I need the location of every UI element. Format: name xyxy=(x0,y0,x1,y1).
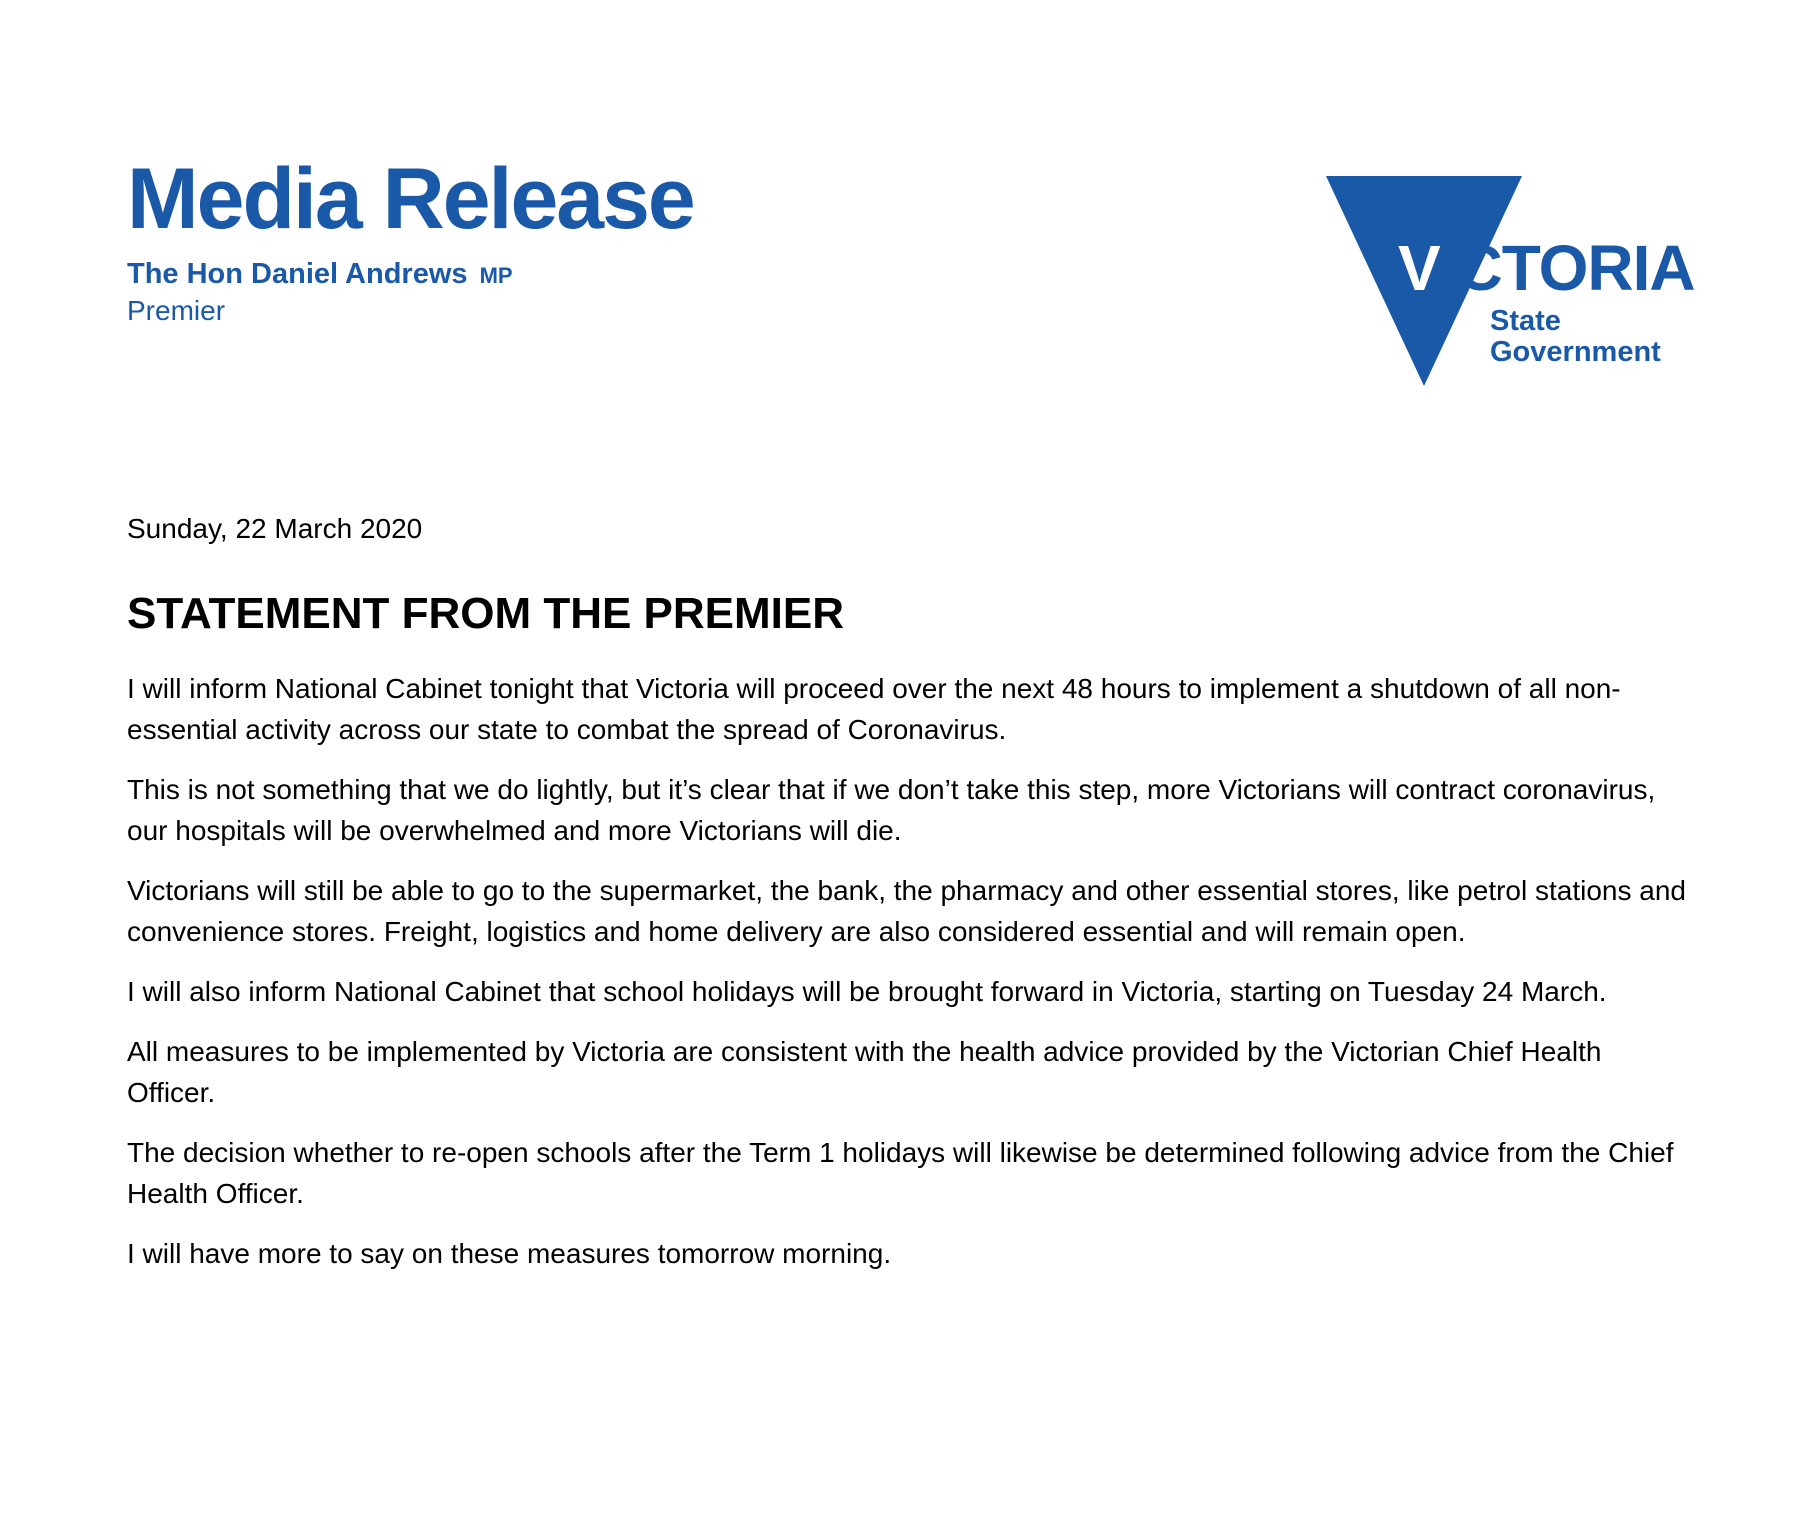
release-date: Sunday, 22 March 2020 xyxy=(127,513,423,544)
logo-wordmark-v: V xyxy=(1398,232,1440,304)
release-body xyxy=(127,508,1687,1293)
body-paragraph: This is not something that we do lightly, but it’s clear that if we don’t take this step, more Victorians will contract coronavirus, our hospitals will be overwhelmed and more Victorians will die. xyxy=(127,774,1656,846)
minister-name-line xyxy=(127,260,694,289)
logo-wordmark xyxy=(1398,232,1695,304)
media-release-title: Media Release xyxy=(127,151,694,247)
logo-subtitle xyxy=(1490,306,1661,368)
logo-subtitle-line-2: Government xyxy=(1490,336,1661,368)
body-paragraph: I will inform National Cabinet tonight that Victoria will proceed over the next 48 hours to implement a shutdown of all non-essential activity across our state to combat the spread of Coronavirus. xyxy=(127,673,1621,745)
media-release-header xyxy=(127,151,694,326)
body-paragraph: Victorians will still be able to go to the supermarket, the bank, the pharmacy and other essential stores, like petrol stations and convenience stores. Freight, logistics and home delivery are also considered essential and will remain open. xyxy=(127,875,1686,947)
body-paragraph: I will also inform National Cabinet that school holidays will be brought forward in Victoria, starting on Tuesday 24 March. xyxy=(127,976,1607,1007)
logo-wordmark-rest: ICTORIA xyxy=(1439,232,1695,304)
body-paragraph: I will have more to say on these measures tomorrow morning. xyxy=(127,1238,892,1269)
minister-suffix: MP xyxy=(479,263,513,288)
logo-subtitle-line-1: State xyxy=(1490,305,1561,337)
minister-role: Premier xyxy=(127,295,226,326)
statement-title: STATEMENT FROM THE PREMIER xyxy=(127,589,845,638)
minister-name: The Hon Daniel Andrews xyxy=(127,258,468,290)
body-paragraph: The decision whether to re-open schools after the Term 1 holidays will likewise be determined following advice from the Chief Health Officer. xyxy=(127,1137,1674,1209)
body-paragraph: All measures to be implemented by Victoria are consistent with the health advice provided by the Victorian Chief Health Officer. xyxy=(127,1036,1602,1108)
victoria-state-government-logo xyxy=(1320,172,1700,392)
